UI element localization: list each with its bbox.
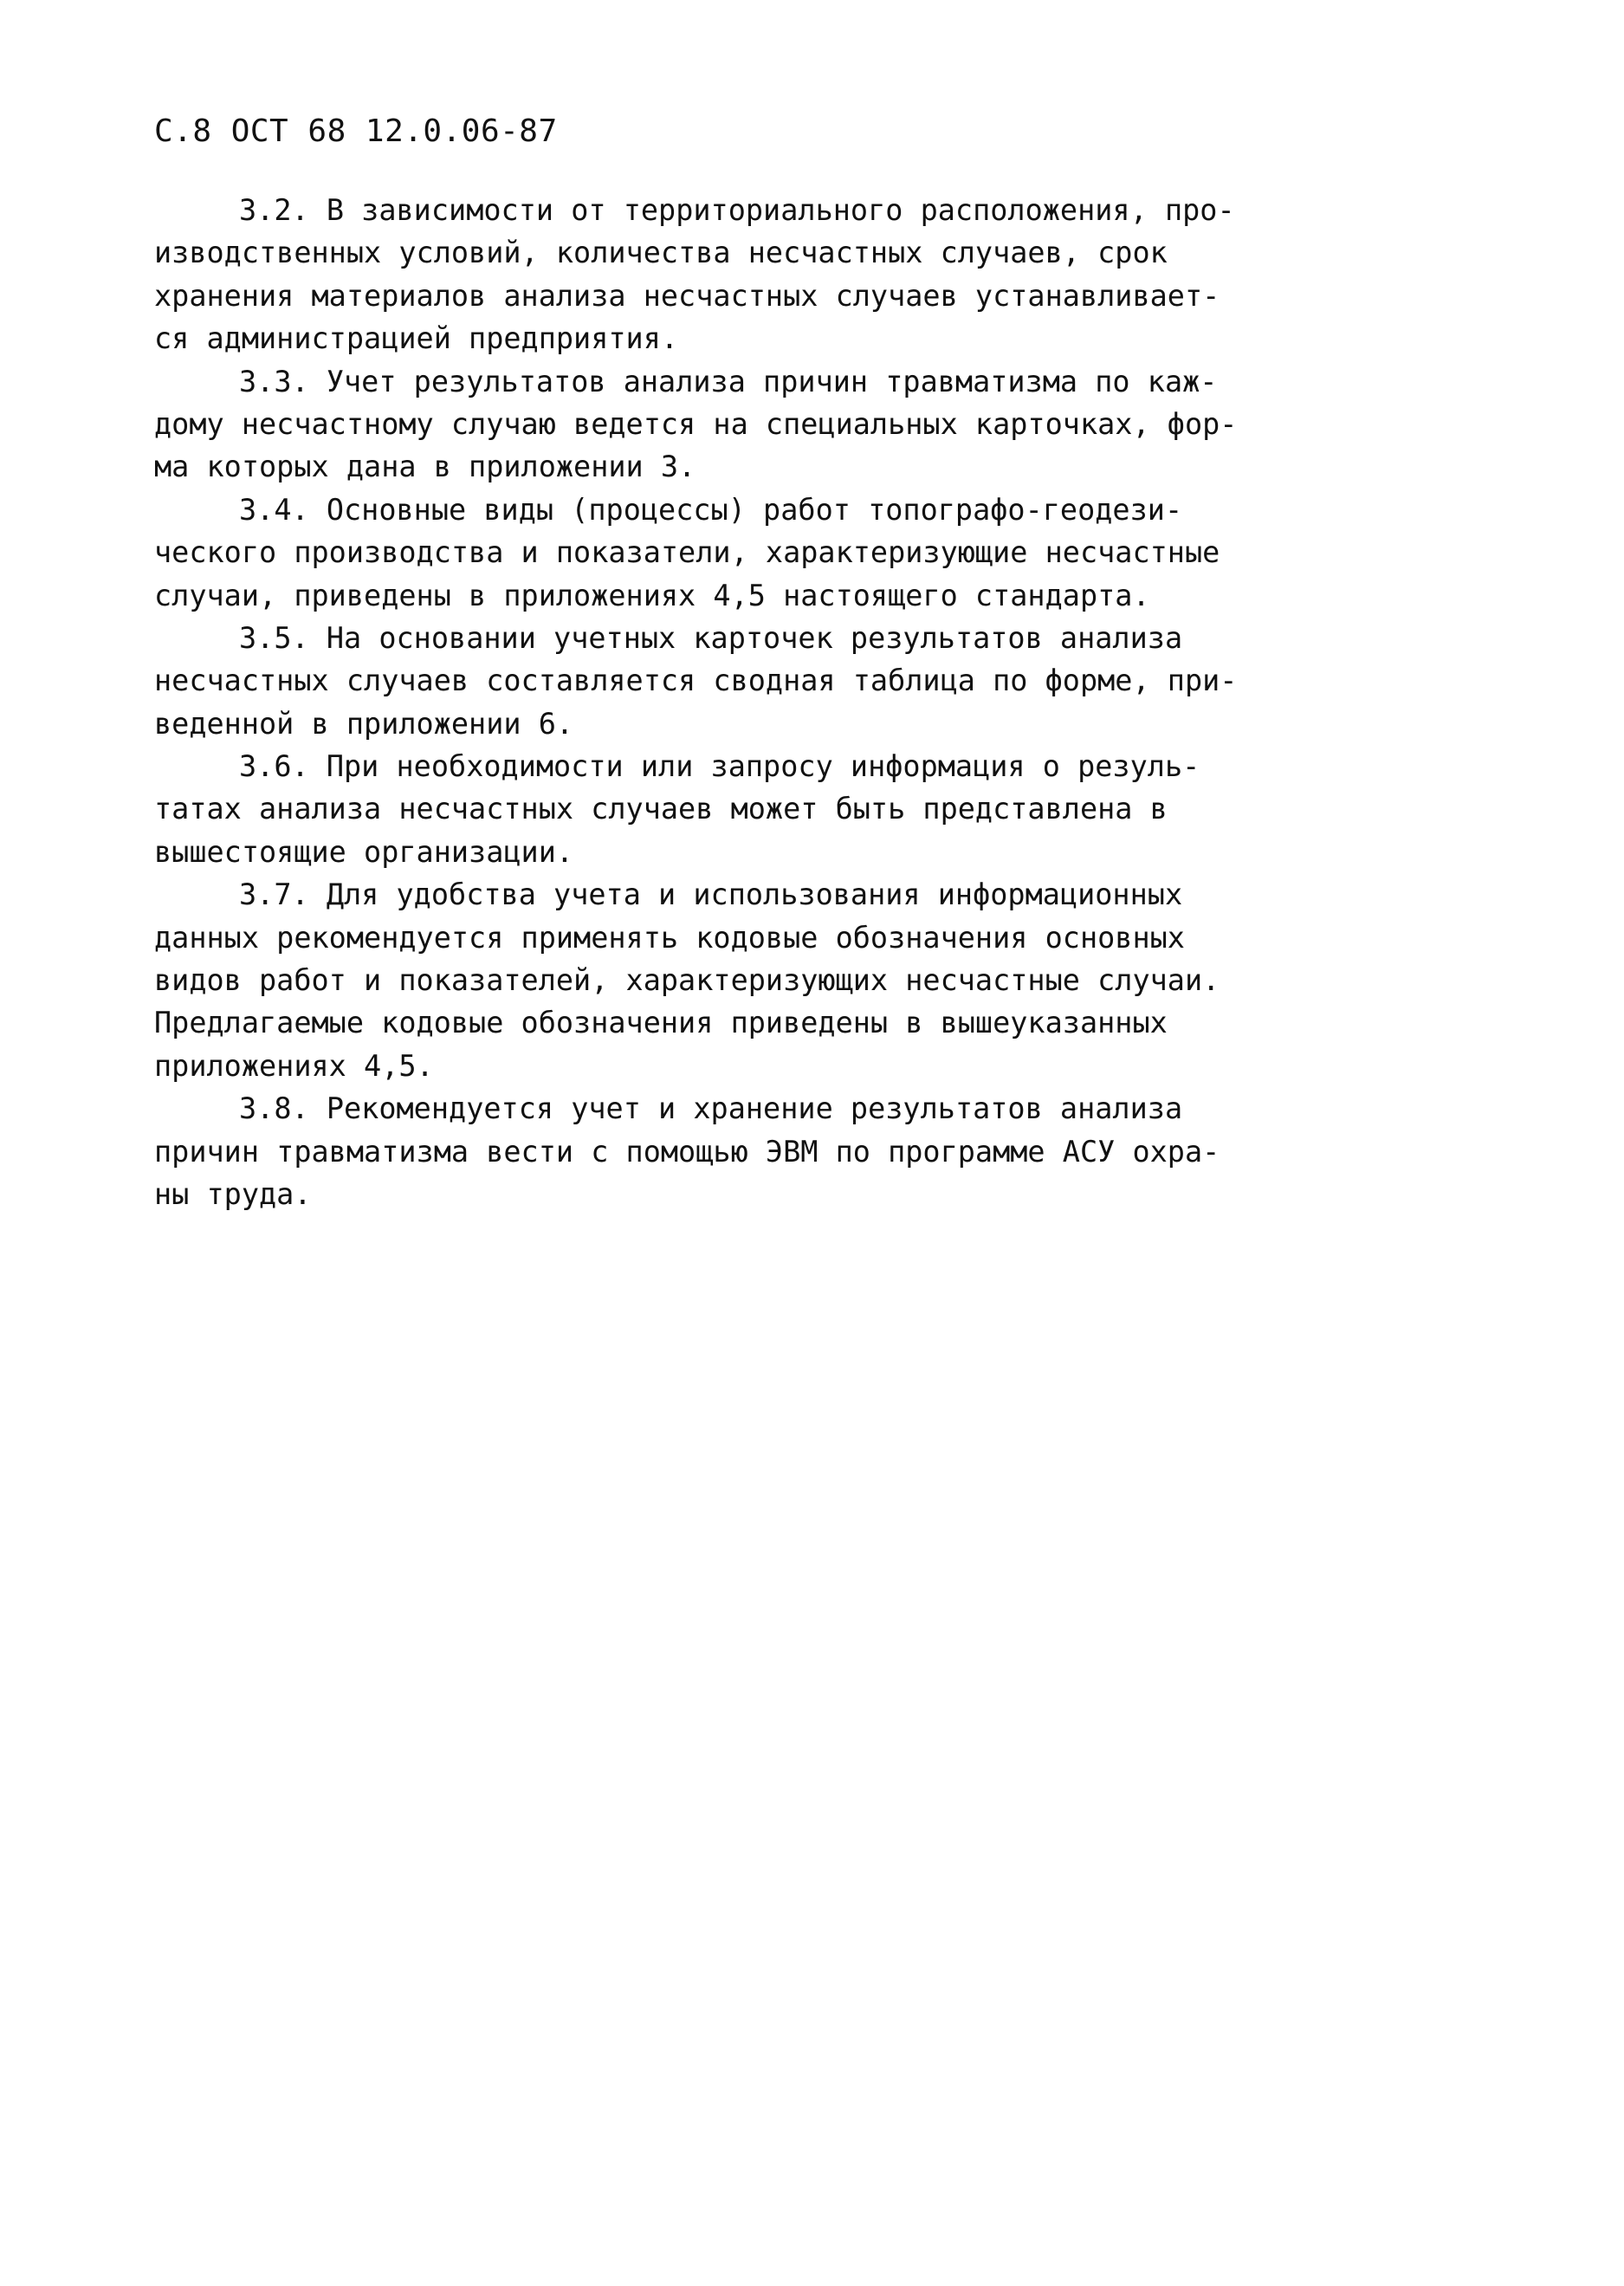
text-line: 3.8. Рекомендуется учет и хранение результатов анализа [239, 1091, 1183, 1126]
text-line: изводственных условий, количества несчастных случаев, срок [154, 236, 1168, 270]
text-line: ческого производства и показатели, характеризующие несчастные [154, 535, 1220, 570]
paragraph-3-2 [154, 189, 1254, 360]
text-line: 3.5. На основании учетных карточек результатов анализа [239, 620, 1183, 655]
text-line: несчастных случаев составляется сводная таблица по форме, при- [154, 664, 1238, 698]
paragraph-3-6 [154, 745, 1254, 873]
paragraph-3-4 [154, 489, 1254, 617]
text-line: 3.3. Учет результатов анализа причин травматизма по каж- [239, 364, 1218, 398]
text-line: 3.2. В зависимости от территориального расположения, про- [239, 193, 1235, 227]
document-body [154, 189, 1254, 1215]
page-header: С.8 ОСТ 68 12.0.06-87 [154, 113, 558, 149]
text-line: ма которых дана в приложении 3. [154, 450, 696, 484]
text-line: 3.4. Основные виды (процессы) работ топографо-геодези- [239, 492, 1183, 527]
text-line: приложениях 4,5. [154, 1048, 434, 1083]
text-line: Предлагаемые кодовые обозначения приведены в вышеуказанных [154, 1006, 1168, 1040]
text-line: видов работ и показателей, характеризующих несчастные случаи. [154, 963, 1220, 998]
text-line: случаи, приведены в приложениях 4,5 настоящего стандарта. [154, 578, 1150, 612]
paragraph-3-3 [154, 360, 1254, 489]
paragraph-3-7 [154, 873, 1254, 1087]
text-line: дому несчастному случаю ведется на специальных карточках, фор- [154, 406, 1238, 441]
text-line: 3.7. Для удобства учета и использования информационных [239, 877, 1183, 912]
paragraph-3-8 [154, 1087, 1254, 1215]
text-line: 3.6. При необходимости или запросу информация о резуль- [239, 749, 1200, 784]
text-line: ся администрацией предприятия. [154, 321, 679, 356]
paragraph-3-5 [154, 617, 1254, 745]
text-line: причин травматизма вести с помощью ЭВМ по программе АСУ охра- [154, 1134, 1220, 1169]
text-line: данных рекомендуется применять кодовые обозначения основных [154, 920, 1185, 955]
text-line: ны труда. [154, 1176, 312, 1211]
text-line: татах анализа несчастных случаев может быть представлена в [154, 792, 1168, 826]
text-line: хранения материалов анализа несчастных случаев устанавливает- [154, 278, 1220, 313]
text-line: веденной в приложении 6. [154, 706, 574, 741]
text-line: вышестоящие организации. [154, 834, 574, 869]
